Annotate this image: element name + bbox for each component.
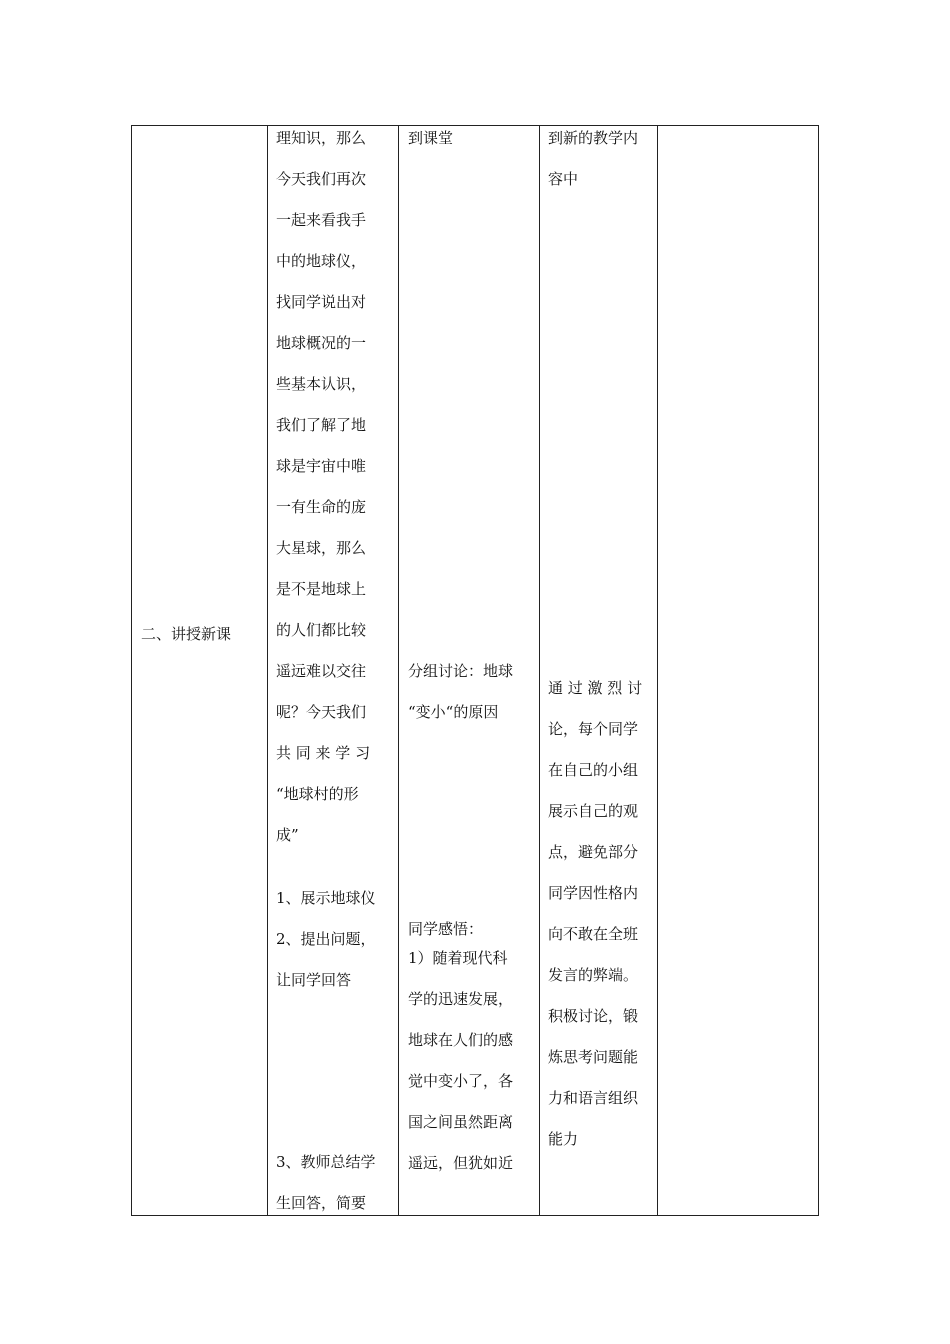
text-line: 通 过 激 烈 讨 [548, 679, 643, 697]
text-line: 3、教师总结学 [276, 1153, 376, 1171]
student-activity-intro: 到课堂 [408, 129, 454, 147]
text-line: 球是宇宙中唯 [276, 457, 367, 475]
text-line: 论，每个同学 [548, 720, 639, 738]
text-line: 一有生命的庞 [276, 498, 367, 516]
text-line: 呢？今天我们 [276, 703, 367, 721]
teacher-activity-steps [276, 878, 376, 1001]
text-line: 1）随着现代科 [408, 949, 508, 967]
text-line: 觉中变小了，各 [408, 1072, 514, 1090]
student-feeling-title: 同学感悟： [408, 920, 484, 938]
section-label: 二、讲授新课 [141, 625, 232, 643]
group-discussion-text [408, 651, 513, 733]
design-intent-text [548, 668, 642, 1160]
column-divider [539, 126, 540, 1215]
text-line: 共 同 来 学 习 [276, 744, 371, 762]
text-line: 地球概况的一 [276, 334, 367, 352]
column-divider [267, 126, 268, 1215]
text-line: 同学因性格内 [548, 884, 639, 902]
text-line: 在自己的小组 [548, 761, 639, 779]
text-line: 让同学回答 [276, 971, 352, 989]
text-line: 些基本认识， [276, 375, 367, 393]
text-line: 的人们都比较 [276, 621, 367, 639]
text-line: 遥远难以交往 [276, 662, 367, 680]
teacher-activity-text [276, 118, 370, 856]
text-line: 找同学说出对 [276, 293, 367, 311]
text-line: 我们了解了地 [276, 416, 367, 434]
column-divider [657, 126, 658, 1215]
text-line: 容中 [548, 170, 579, 188]
text-line: 地球在人们的感 [408, 1031, 514, 1049]
text-line: 炼思考问题能 [548, 1048, 639, 1066]
text-line: 一起来看我手 [276, 211, 367, 229]
text-line: 展示自己的观 [548, 802, 639, 820]
text-line: 国之间虽然距离 [408, 1113, 514, 1131]
text-line: “变小“的原因 [408, 703, 499, 721]
text-line: 能力 [548, 1130, 579, 1148]
column-divider [398, 126, 399, 1215]
text-line: 遥远，但犹如近 [408, 1154, 514, 1172]
text-line: 向不敢在全班 [548, 925, 639, 943]
text-line: “地球村的形 [276, 785, 359, 803]
text-line: 今天我们再次 [276, 170, 367, 188]
text-line: 大星球，那么 [276, 539, 367, 557]
student-feeling-text [408, 938, 513, 1184]
text-line: 1、展示地球仪 [276, 889, 376, 907]
text-line: 理知识，那么 [276, 129, 367, 147]
text-line: 成” [276, 826, 299, 844]
text-line: 是不是地球上 [276, 580, 367, 598]
text-line: 学的迅速发展， [408, 990, 514, 1008]
teacher-activity-summary [276, 1142, 376, 1224]
text-line: 点，避免部分 [548, 843, 639, 861]
text-line: 到新的教学内 [548, 129, 639, 147]
text-line: 2、提出问题， [276, 930, 376, 948]
text-line: 生回答，简要 [276, 1194, 367, 1212]
text-line: 力和语言组织 [548, 1089, 639, 1107]
design-intent-intro [548, 118, 638, 200]
text-line: 积极讨论，锻 [548, 1007, 639, 1025]
text-line: 中的地球仪， [276, 252, 367, 270]
text-line: 分组讨论：地球 [408, 662, 514, 680]
text-line: 发言的弊端。 [548, 966, 639, 984]
